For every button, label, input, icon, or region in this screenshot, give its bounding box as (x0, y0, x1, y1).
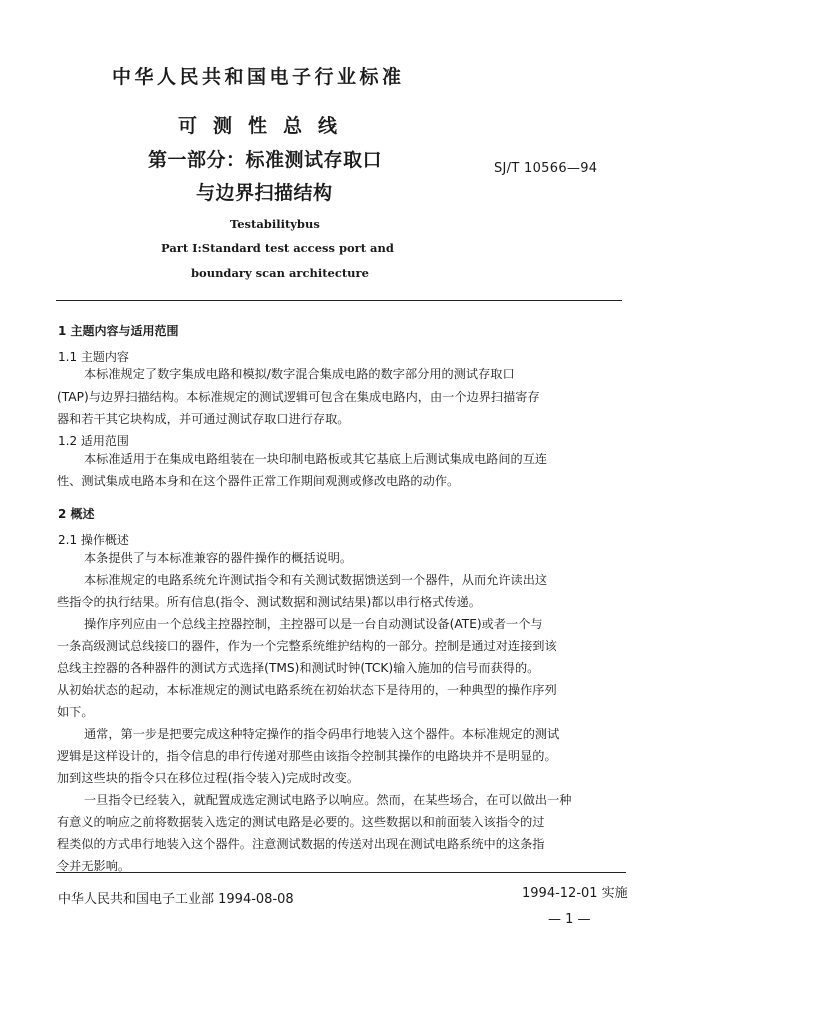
body-line: 程类似的方式串行地装入这个器件。注意测试数据的传送对出现在测试电路系统中的这条指 (57, 837, 545, 851)
header-divider (56, 300, 622, 301)
english-title-line3: boundary scan architecture (191, 266, 369, 280)
section-heading-1: 1 主题内容与适用范围 (58, 324, 179, 338)
body-line: 如下。 (57, 705, 94, 719)
body-line: 一旦指令已经装入，就配置成选定测试电路予以响应。然而，在某些场合，在可以做出一种 (84, 793, 572, 807)
section-heading-2: 2 概述 (58, 507, 95, 521)
section-heading-2-1: 2.1 操作概述 (58, 533, 129, 547)
body-line: 本标准规定的电路系统允许测试指令和有关测试数据馈送到一个器件，从而允许读出这 (84, 573, 548, 587)
footer-divider (56, 872, 626, 873)
standard-code: SJ/T 10566—94 (494, 161, 598, 176)
body-line: 逻辑是这样设计的，指令信息的串行传递对那些由该指令控制其操作的电路块并不是明显的。 (57, 749, 557, 763)
english-title-line2: Part I:Standard test access port and (161, 241, 394, 255)
body-line: 本条提供了与本标准兼容的器件操作的概括说明。 (84, 551, 353, 565)
body-line: (TAP)与边界扫描结构。本标准规定的测试逻辑可包含在集成电路内，由一个边界扫描寄存 (57, 390, 540, 404)
doc-title-line2: 第一部分：标准测试存取口 (148, 149, 383, 171)
body-line: 加到这些块的指令只在移位过程(指令装入)完成时改变。 (57, 771, 360, 785)
body-line: 一条高级测试总线接口的器件，作为一个完整系统维护结构的一部分。控制是通过对连接到该 (57, 639, 557, 653)
page-number: — 1 — (548, 912, 591, 927)
body-line: 总线主控器的各种器件的测试方式选择(TMS)和测试时钟(TCK)输入施加的信号而获得的。 (57, 661, 540, 675)
body-line: 通常，第一步是把要完成这种特定操作的指令码串行地装入这个器件。本标准规定的测试 (84, 727, 560, 741)
section-heading-1-2: 1.2 适用范围 (58, 434, 129, 448)
body-line: 从初始状态的起动，本标准规定的测试电路系统在初始状态下是待用的，一种典型的操作序列 (57, 683, 557, 697)
doc-title-line3: 与边界扫描结构 (196, 182, 333, 204)
body-line: 令并无影响。 (57, 859, 131, 873)
standard-title: 中华人民共和国电子行业标准 (112, 66, 405, 88)
issuer-line: 中华人民共和国电子工业部 1994-08-08 (58, 892, 294, 907)
body-line: 本标准适用于在集成电路组装在一块印制电路板或其它基底上后测试集成电路间的互连 (84, 452, 548, 466)
body-line: 有意义的响应之前将数据装入选定的测试电路是必要的。这些数据以和前面装入该指令的过 (57, 815, 545, 829)
body-line: 操作序列应由一个总线主控器控制，主控器可以是一台自动测试设备(ATE)或者一个与 (84, 617, 543, 631)
english-title-line1: Testabilitybus (230, 217, 320, 231)
body-line: 些指令的执行结果。所有信息(指令、测试数据和测试结果)都以串行格式传递。 (57, 595, 481, 609)
effective-date: 1994-12-01 实施 (522, 886, 628, 901)
doc-title-line1: 可测性总线 (178, 115, 354, 137)
body-line: 器和若干其它块构成，并可通过测试存取口进行存取。 (57, 412, 350, 426)
body-line: 性、测试集成电路本身和在这个器件正常工作期间观测或修改电路的动作。 (57, 474, 460, 488)
body-line: 本标准规定了数字集成电路和模拟/数字混合集成电路的数字部分用的测试存取口 (84, 367, 515, 381)
section-heading-1-1: 1.1 主题内容 (58, 350, 129, 364)
